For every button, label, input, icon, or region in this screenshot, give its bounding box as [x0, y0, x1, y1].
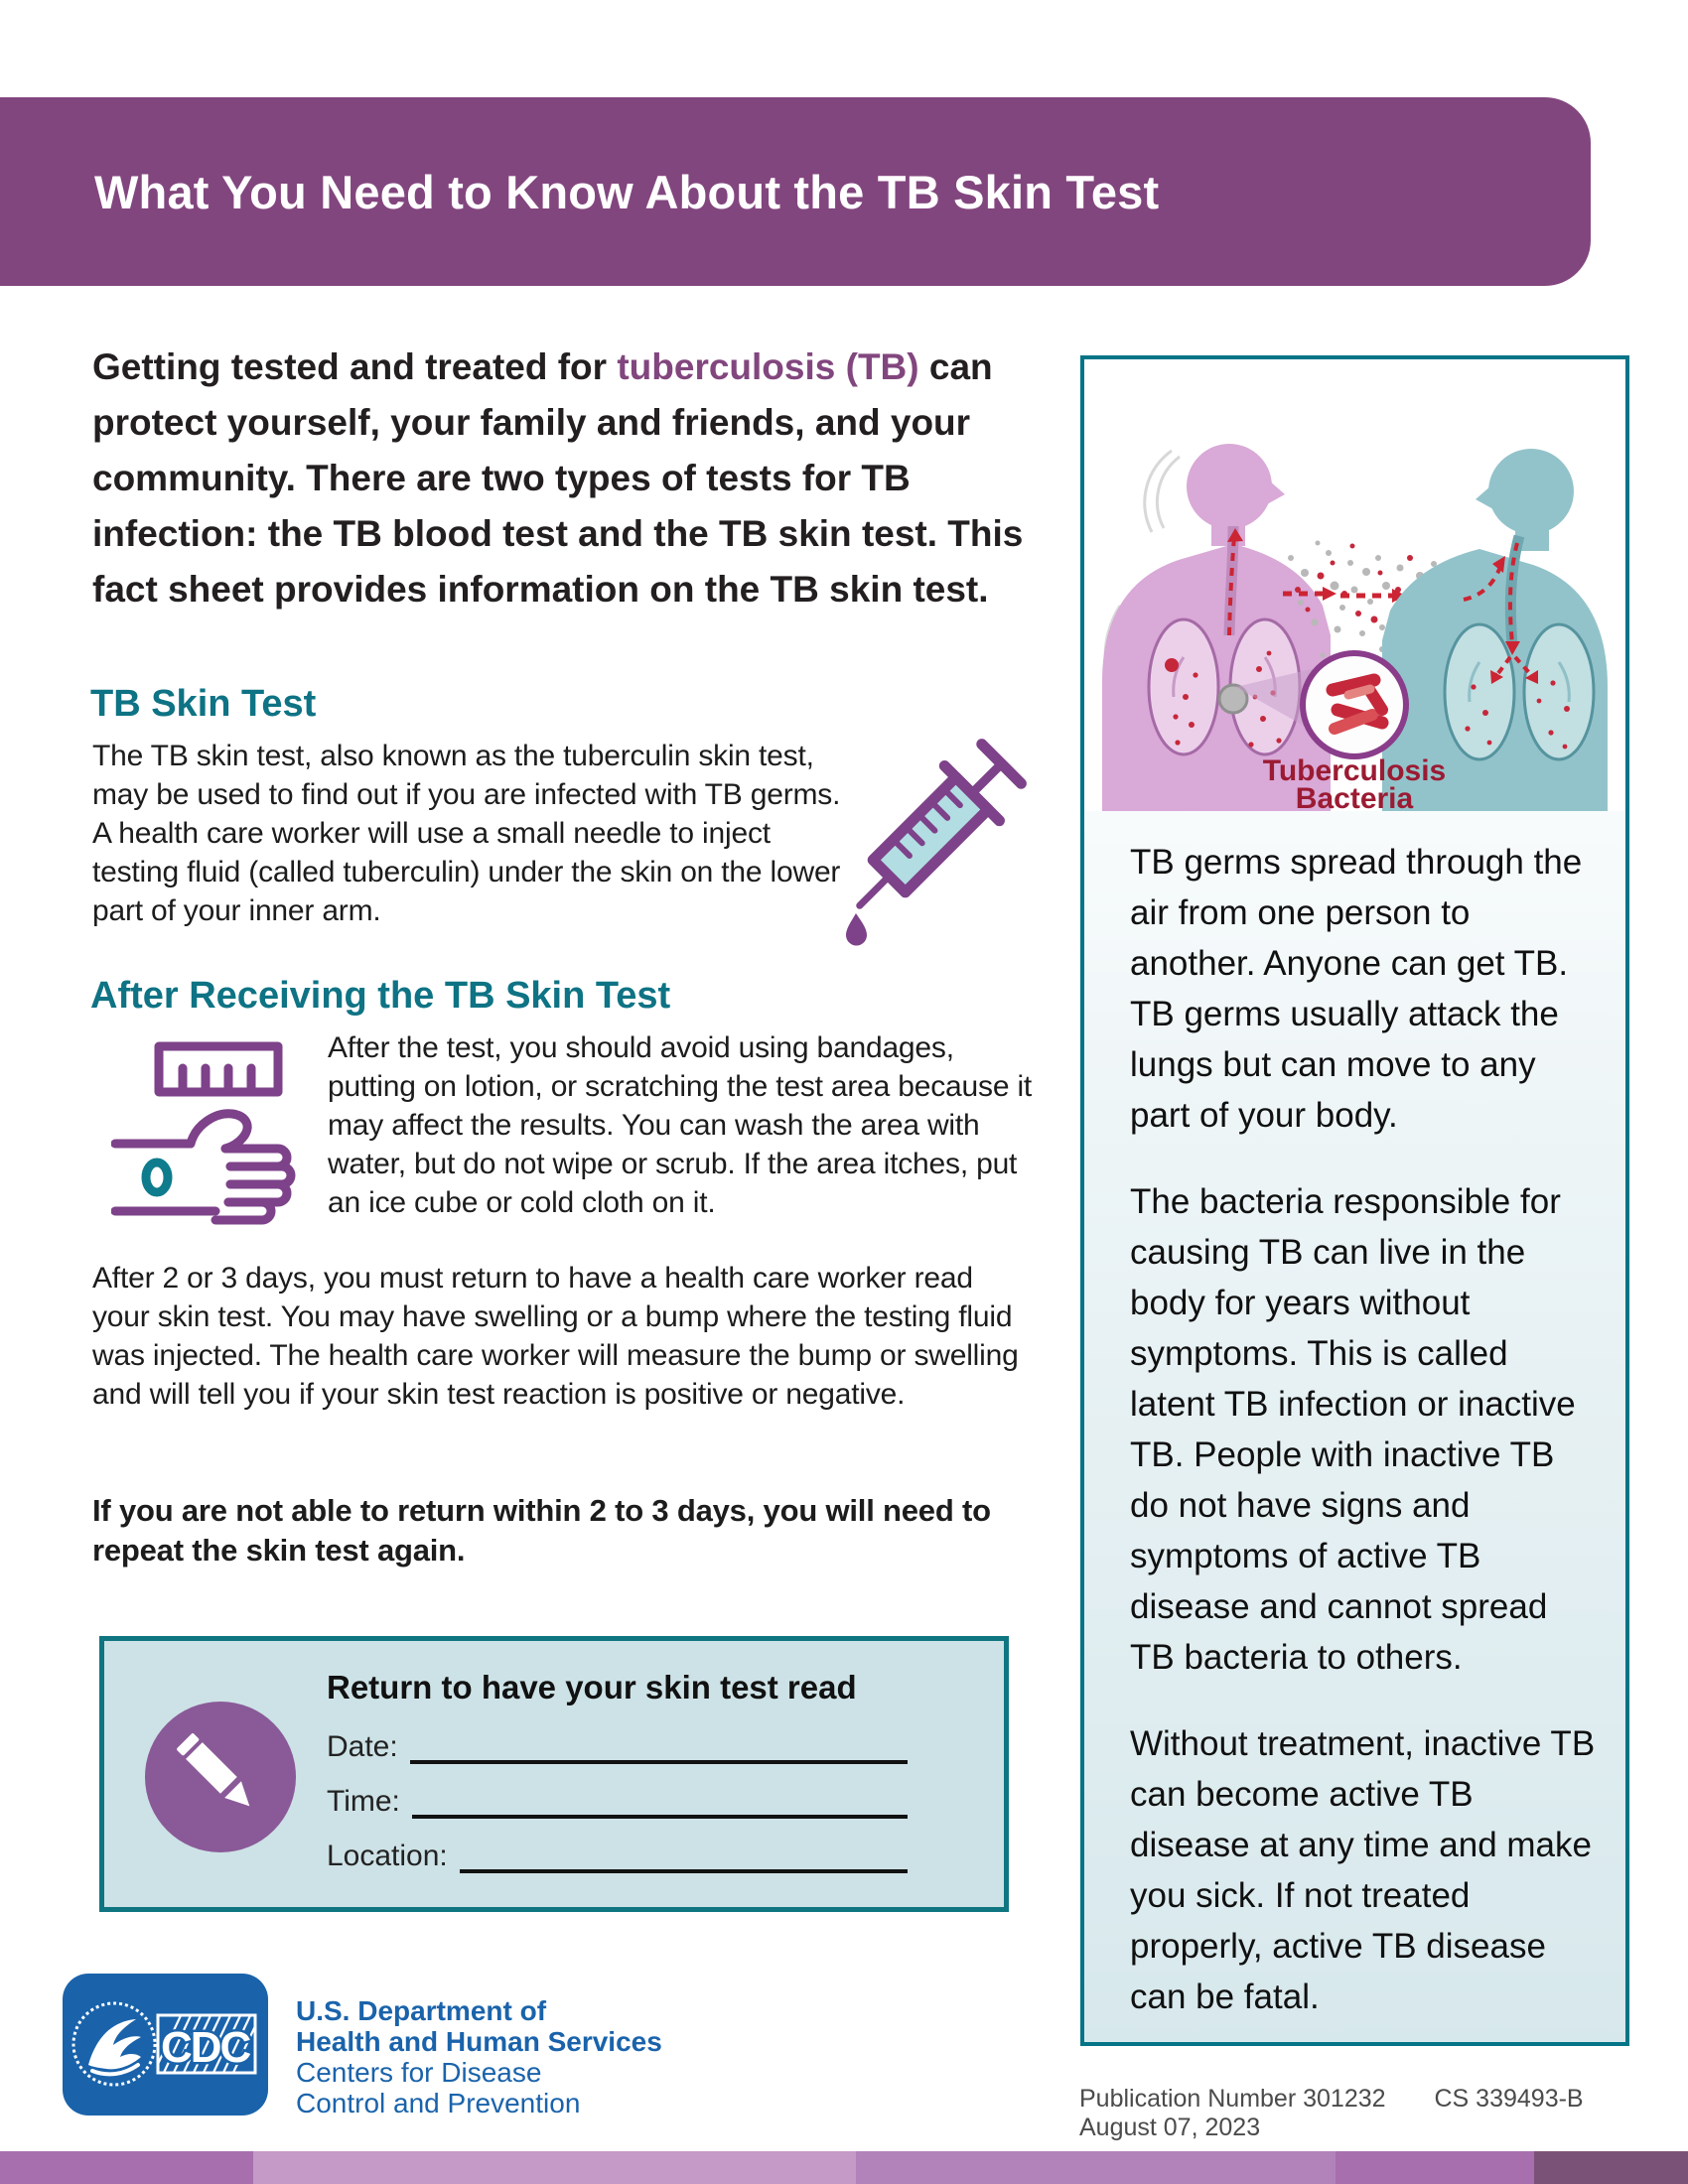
- publication-date: August 07, 2023: [1079, 2114, 1261, 2141]
- location-blank-line: [460, 1843, 908, 1873]
- cdc-footer: [63, 1974, 662, 2118]
- syringe-icon: [832, 723, 1036, 956]
- tb-skin-test-body: The TB skin test, also known as the tuberculin skin test, may be used to find out if you are infected with TB germs. A health care worker will use a small needle to inject testing fluid (called tuberculin) under the skin on the lower part of your inner arm.: [92, 740, 841, 927]
- bacteria-inset: [1303, 653, 1406, 756]
- after-receiving-body: After the test, you should avoid using bandages, putting on lotion, or scratching the test area because it may affect the results. You can wash the area with water, but do not wipe or scrub. If the area itches, put an ice cube or cold cloth on it.: [328, 1031, 1033, 1219]
- bacteria-label-line2: Bacteria: [1295, 782, 1414, 811]
- footer-stripe-5: [1534, 2151, 1688, 2184]
- date-blank-line: [410, 1734, 908, 1764]
- cs-number: CS 339493-B: [1434, 2085, 1584, 2113]
- after-receiving-heading: After Receiving the TB Skin Test: [90, 975, 671, 1017]
- sidebar-paragraph-1: TB germs spread through the air from one person to another. Anyone can get TB. TB germs usually attack the lungs but can move to any part of your body.: [1130, 843, 1583, 1135]
- time-label: Time:: [327, 1785, 400, 1818]
- footer-stripe-2: [253, 2151, 856, 2184]
- date-label: Date:: [327, 1730, 398, 1763]
- return-paragraph: After 2 or 3 days, you must return to have a health care worker read your skin test. You may have swelling or a bump where the testing fluid was injected. The health care worker will measure the bump or swelling and will tell you if your skin test reaction is positive or negative.: [92, 1262, 1019, 1411]
- footer-stripe-3: [856, 2151, 1336, 2184]
- tb-skin-test-heading: TB Skin Test: [90, 683, 317, 725]
- return-box-heading: Return to have your skin test read: [327, 1669, 857, 1706]
- agency-line-1: U.S. Department of: [296, 1995, 547, 2026]
- location-label: Location:: [327, 1840, 448, 1872]
- sidebar-paragraph-3: Without treatment, inactive TB can become active TB disease at any time and make you sick. If not treated properly, active TB disease can be fatal.: [1130, 1724, 1596, 2016]
- repeat-test-bold-paragraph: If you are not able to return within 2 to 3 days, you will need to repeat the skin test again.: [92, 1493, 991, 1568]
- sidebar-panel: [1080, 355, 1629, 2046]
- sidebar-paragraph-2: The bacteria responsible for causing TB can live in the body for years without symptoms. This is called latent TB infection or inactive TB. People with inactive TB do not have signs and symptoms of active TB disease and cannot spread TB bacteria to others.: [1130, 1182, 1576, 1677]
- agency-line-3: Centers for Disease: [296, 2057, 542, 2088]
- time-field-row: [327, 1785, 908, 1819]
- footer-stripe-4: [1336, 2151, 1534, 2184]
- intro-rest: can protect yourself, your family and friends, and your community. There are two types of tests for TB infection: the TB blood test and the TB skin test. This fact sheet provides information on the TB skin test.: [92, 346, 1024, 610]
- intro-prefix: Getting tested and treated for: [92, 346, 618, 387]
- droplet-icon: [846, 913, 867, 946]
- title-bar: [0, 97, 1591, 286]
- agency-line-2: Health and Human Services: [296, 2026, 662, 2057]
- test-spot-icon: [146, 1162, 168, 1192]
- agency-line-4: Control and Prevention: [296, 2088, 581, 2118]
- return-reminder-box: [99, 1636, 1009, 1912]
- publication-number: Publication Number 301232: [1079, 2085, 1386, 2113]
- agency-name-block: [296, 1974, 662, 2118]
- footer-stripe-1: [0, 2151, 253, 2184]
- ruler-hand-icon: [111, 1040, 320, 1239]
- cdc-logo-text: CDC: [161, 2023, 250, 2072]
- tuberculosis-highlight: tuberculosis (TB): [617, 346, 919, 387]
- bacteria-label-line1: Tuberculosis: [1262, 754, 1447, 787]
- time-blank-line: [412, 1789, 908, 1819]
- publication-line: [1079, 2085, 1688, 2142]
- location-field-row: [327, 1840, 908, 1873]
- intro-paragraph: [92, 340, 1051, 617]
- pencil-icon: [144, 1701, 297, 1853]
- tb-spread-illustration: [1084, 359, 1625, 811]
- date-field-row: [327, 1730, 908, 1764]
- page-title: What You Need to Know About the TB Skin Test: [94, 165, 1160, 218]
- cdc-logo: [63, 1974, 268, 2116]
